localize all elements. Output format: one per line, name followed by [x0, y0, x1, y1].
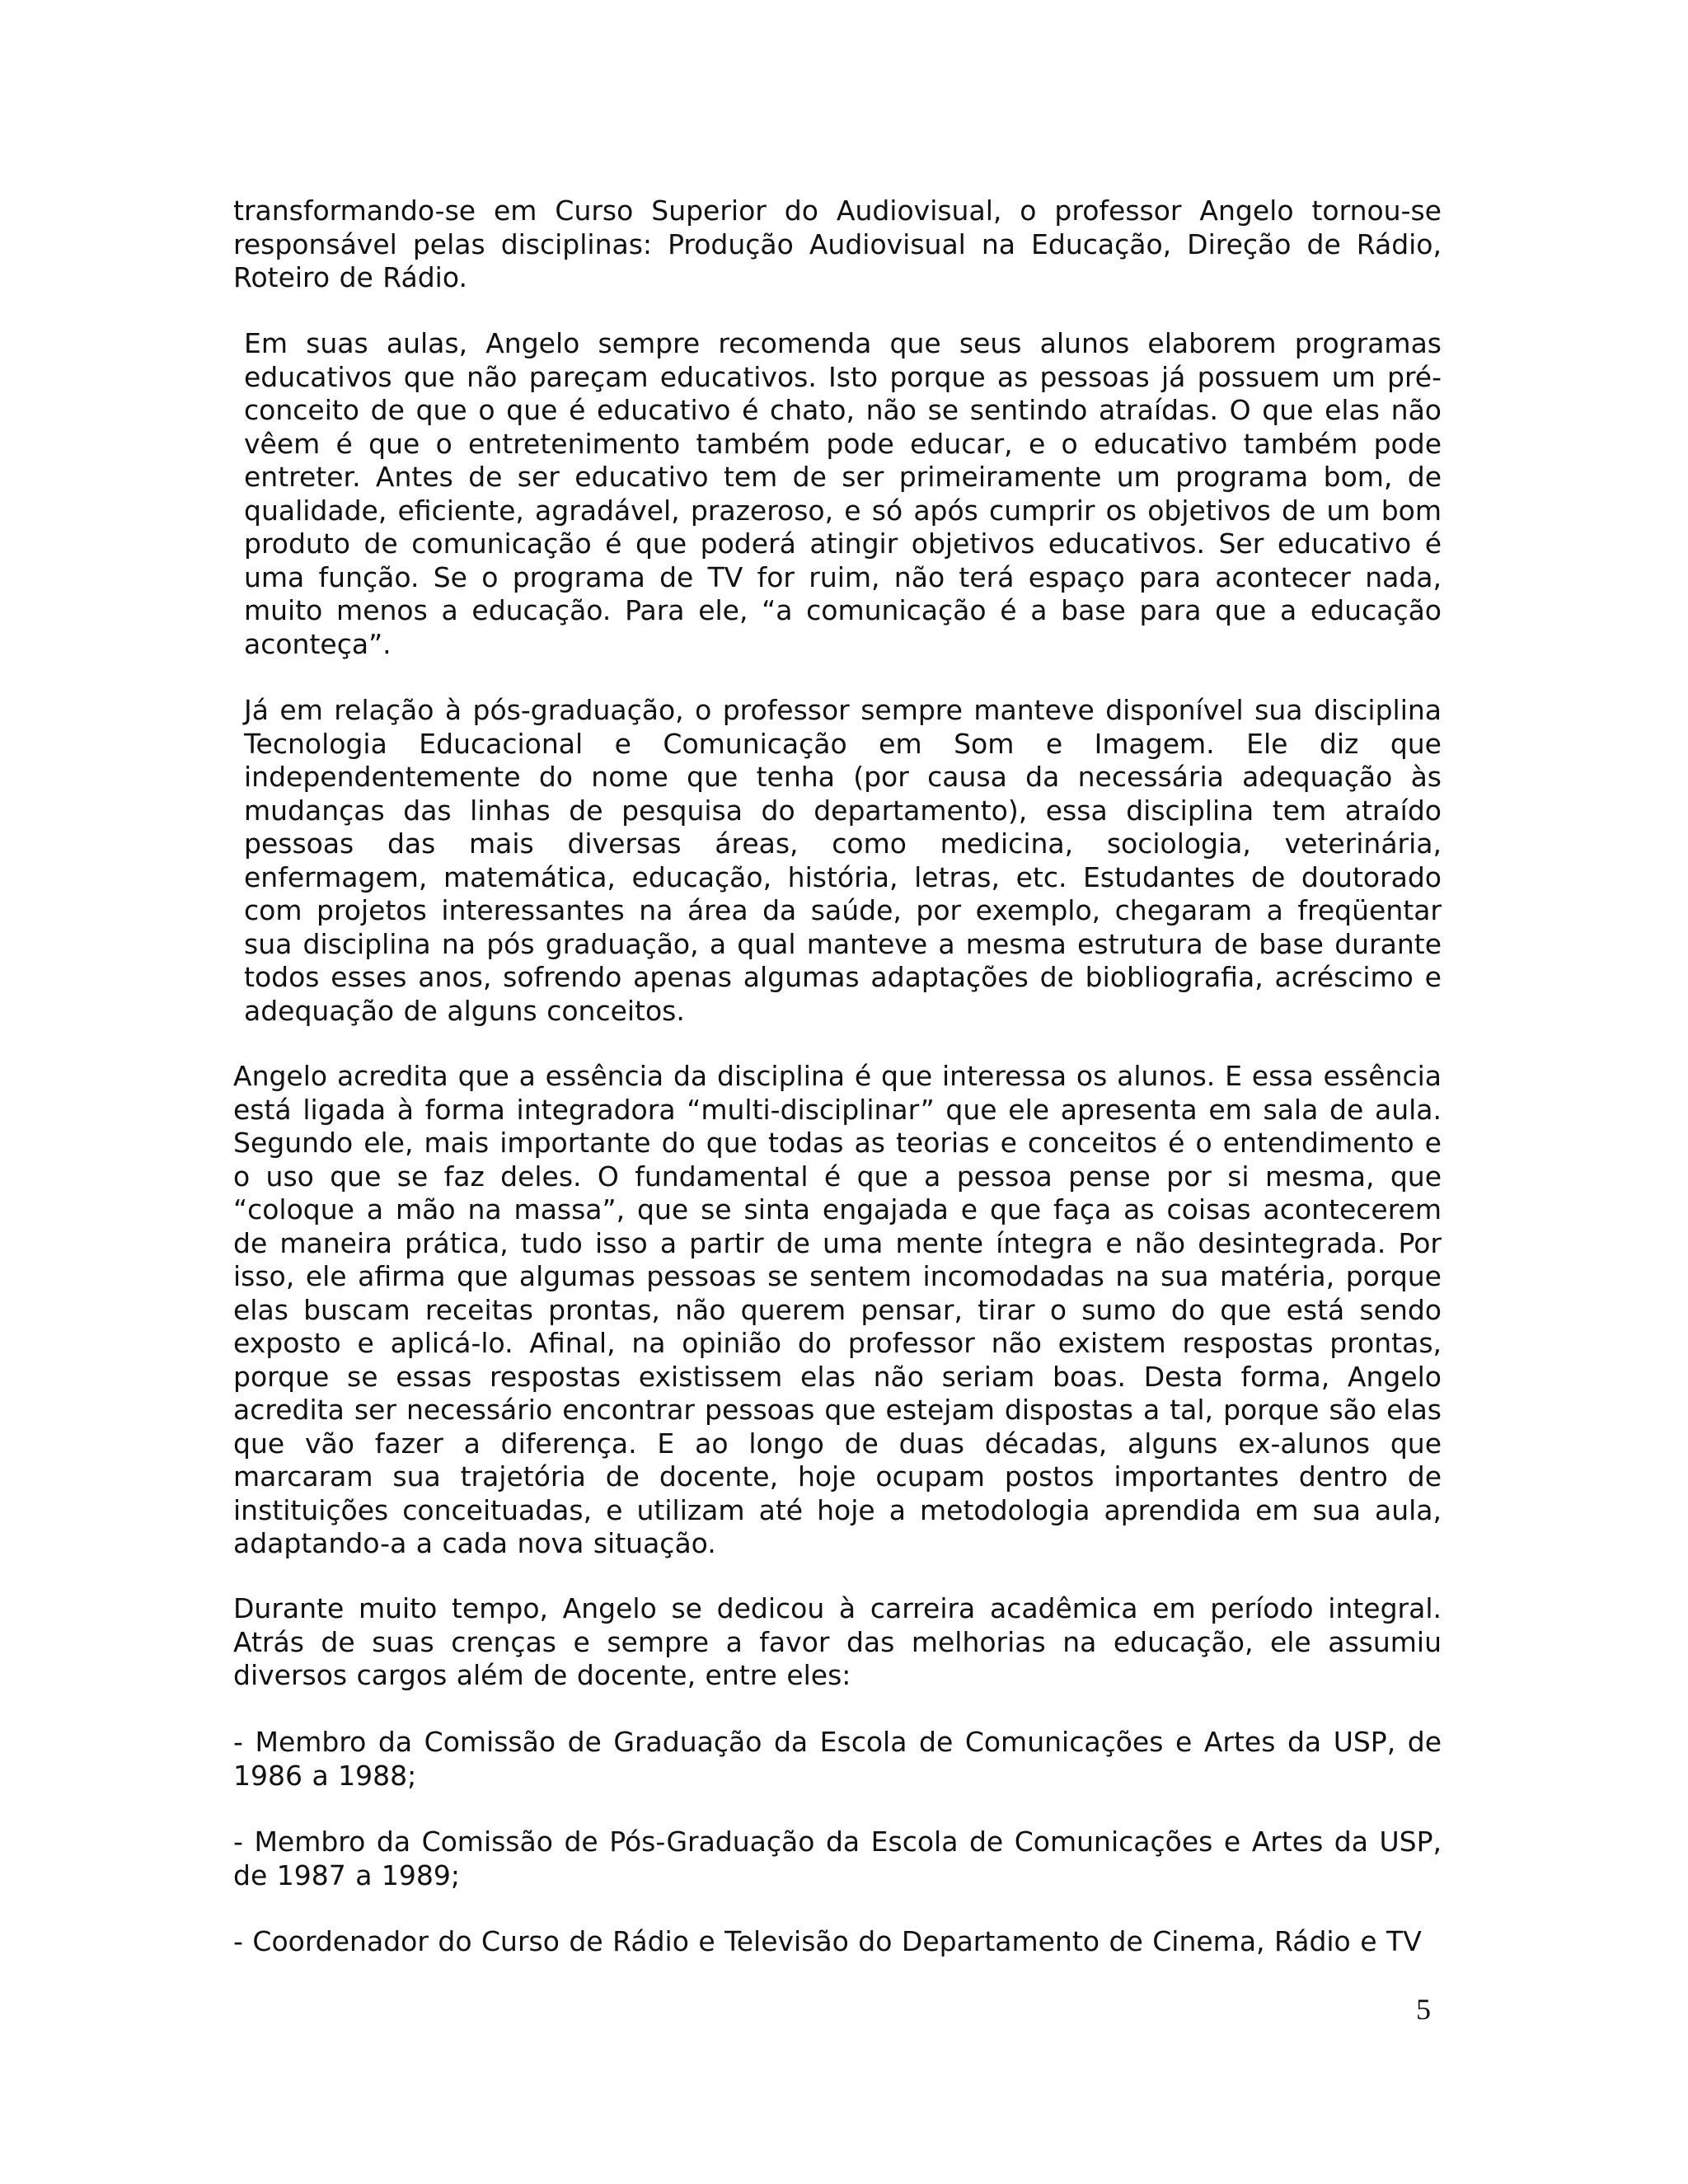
list-item-1: - Membro da Comissão de Graduação da Escola de Comunicações e Artes da USP, de 1986 a 1988;	[233, 1726, 1442, 1792]
paragraph-5: Durante muito tempo, Angelo se dedicou à carreira acadêmica em período integral. Atrás de suas crenças e sempre a favor das melhorias na educação, ele assumiu diversos cargos além de docente, entre eles:	[233, 1592, 1442, 1691]
paragraph-1: transformando-se em Curso Superior do Audiovisual, o professor Angelo tornou-se responsável pelas disciplinas: Produção Audiovisual na Educação, Direção de Rádio, Roteiro de Rádio.	[233, 194, 1442, 293]
list-item-2: - Membro da Comissão de Pós-Graduação da Escola de Comunicações e Artes da USP, de 1987 a 1989;	[233, 1825, 1442, 1891]
page-number: 5	[1416, 1993, 1431, 2026]
list-item-3: - Coordenador do Curso de Rádio e Televisão do Departamento de Cinema, Rádio e TV	[233, 1925, 1422, 1957]
paragraph-3: Já em relação à pós-graduação, o professor sempre manteve disponível sua disciplina Tecnologia Educacional e Comunicação em Som e Imagem. Ele diz que independentemente do nome que tenha (por causa da necessária adequação às mudanças das linhas de pesquisa do departamento), essa disciplina tem atraído pessoas das mais diversas áreas, como medicina, sociologia, veterinária, enfermagem, matemática, educação, história, letras, etc. Estudantes de doutorado com projetos interessantes na área da saúde, por exemplo, chegaram a freqüentar sua disciplina na pós graduação, a qual manteve a mesma estrutura de base durante todos esses anos, sofrendo apenas algumas adaptações de biobliografia, acréscimo e adequação de alguns conceitos.	[244, 694, 1442, 1027]
paragraph-2: Em suas aulas, Angelo sempre recomenda que seus alunos elaborem programas educativos que não pareçam educativos. Isto porque as pessoas já possuem um pré-conceito de que o que é educativo é chato, não se sentindo atraídas. O que elas não vêem é que o entretenimento também pode educar, e o educativo também pode entreter. Antes de ser educativo tem de ser primeiramente um programa bom, de qualidade, eficiente, agradável, prazeroso, e só após cumprir os objetivos de um bom produto de comunicação é que poderá atingir objetivos educativos. Ser educativo é uma função. Se o programa de TV for ruim, não terá espaço para acontecer nada, muito menos a educação. Para ele, “a comunicação é a base para que a educação aconteça”.	[244, 327, 1442, 660]
paragraph-4: Angelo acredita que a essência da disciplina é que interessa os alunos. E essa essência está ligada à forma integradora “multi-disciplinar” que ele apresenta em sala de aula. Segundo ele, mais importante do que todas as teorias e conceitos é o entendimento e o uso que se faz deles. O fundamental é que a pessoa pense por si mesma, que “coloque a mão na massa”, que se sinta engajada e que faça as coisas acontecerem de maneira prática, tudo isso a partir de uma mente íntegra e não desintegrada. Por isso, ele afirma que algumas pessoas se sentem incomodadas na sua matéria, porque elas buscam receitas prontas, não querem pensar, tirar o sumo do que está sendo exposto e aplicá-lo. Afinal, na opinião do professor não existem respostas prontas, porque se essas respostas existissem elas não seriam boas. Desta forma, Angelo acredita ser necessário encontrar pessoas que estejam dispostas a tal, porque são elas que vão fazer a diferença. E ao longo de duas décadas, alguns ex-alunos que marcaram sua trajetória de docente, hoje ocupam postos importantes dentro de instituições conceituadas, e utilizam até hoje a metodologia aprendida em sua aula, adaptando-a a cada nova situação.	[233, 1060, 1442, 1559]
